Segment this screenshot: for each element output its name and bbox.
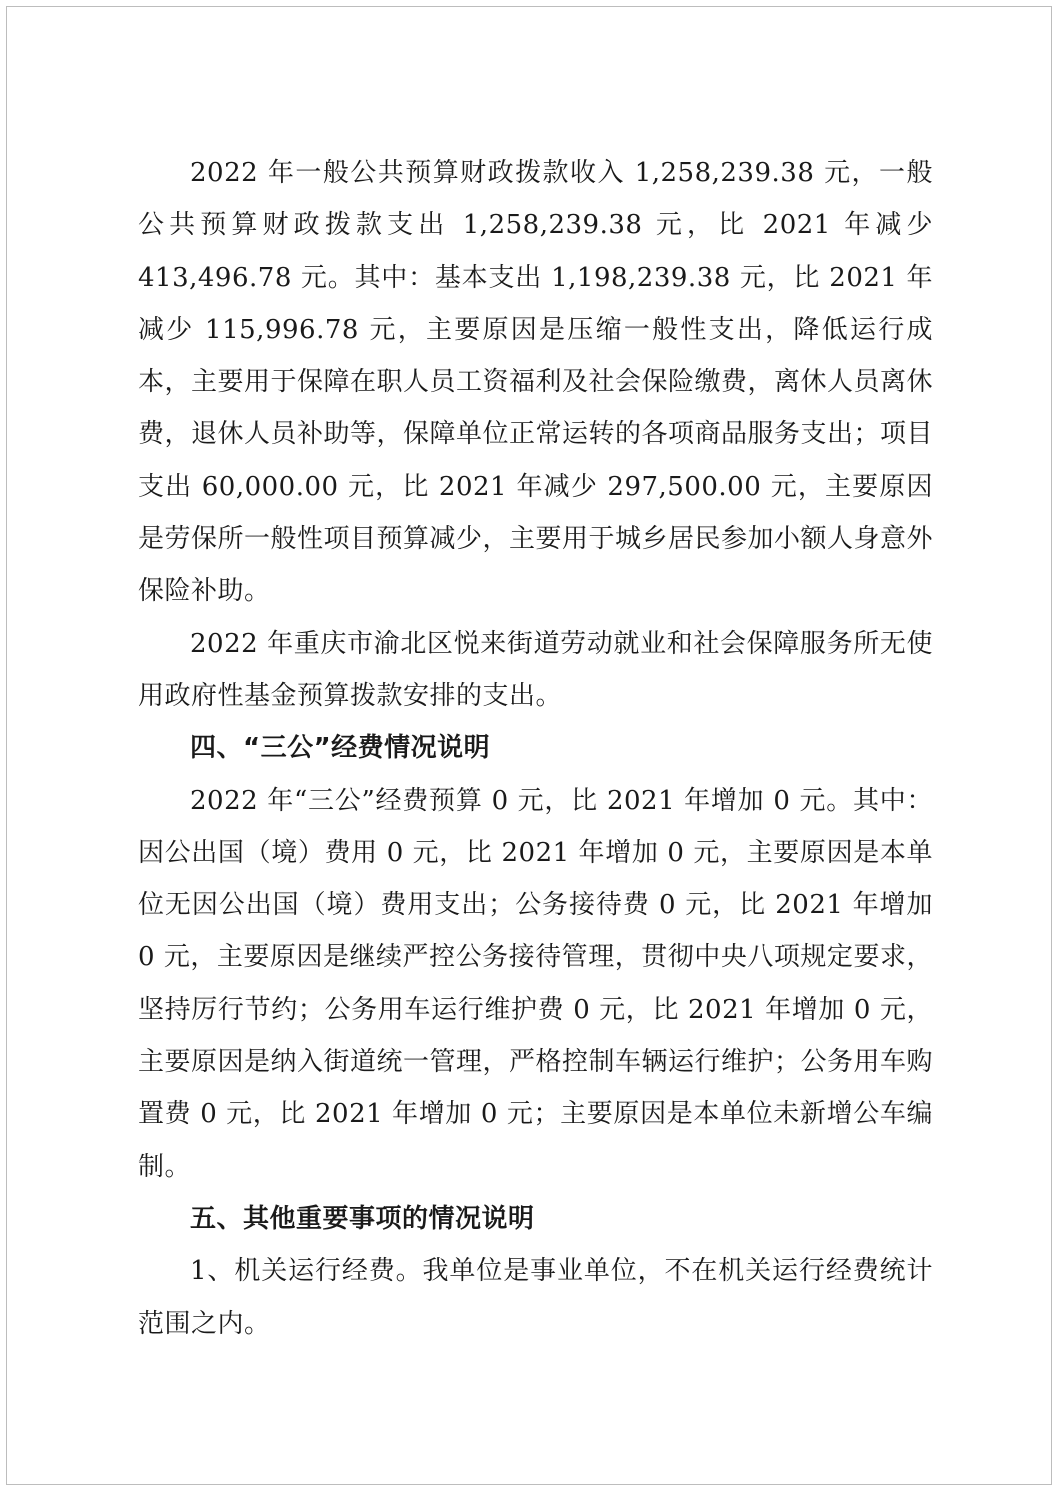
paragraph-operating-expenses: 1、机关运行经费。我单位是事业单位，不在机关运行经费统计范围之内。 xyxy=(138,1256,933,1339)
paragraph-three-public-expenses: 2022 年“三公”经费预算 0 元，比 2021 年增加 0 元。其中：因公出国（境）费用 0 元，比 2021 年增加 0 元，主要原因是本单位无因公出国（境）费用支出；公务接待费 0 元，比 2021 年增加 0 元，主要原因是继续严控公务接待管理，贯彻中央八项规定要求，坚持厉行节约；公务用车运行维护费 0 元，比 2021 年增加 0 元，主要原因是纳入街道统一管理，严格控制车辆运行维护；公务用车购置费 0 元，比 2021 年增加 0 元；主要原因是本单位未新增公车编制。 xyxy=(138,785,934,1182)
heading-other-matters: 五、其他重要事项的情况说明 xyxy=(190,1203,535,1234)
document-body xyxy=(138,147,933,1350)
heading-three-public-expenses: 四、“三公”经费情况说明 xyxy=(190,733,491,764)
paragraph-government-fund: 2022 年重庆市渝北区悦来街道劳动就业和社会保障服务所无使用政府性基金预算拨款安排的支出。 xyxy=(138,628,933,711)
document-page xyxy=(6,6,1052,1485)
paragraph-general-budget: 2022 年一般公共预算财政拨款收入 1,258,239.38 元，一般公共预算财政拨款支出 1,258,239.38 元，比 2021 年减少 413,496.78 元。其中：基本支出 1,198,239.38 元，比 2021 年减少 115,996.78 元，主要原因是压缩一般性支出，降低运行成本，主要用于保障在职人员工资福利及社会保险缴费，离休人员离休费，退休人员补助等，保障单位正常运转的各项商品服务支出；项目支出 60,000.00 元，比 2021 年减少 297,500.00 元，主要原因是劳保所一般性项目预算减少，主要用于城乡居民参加小额人身意外保险补助。 xyxy=(138,158,934,607)
